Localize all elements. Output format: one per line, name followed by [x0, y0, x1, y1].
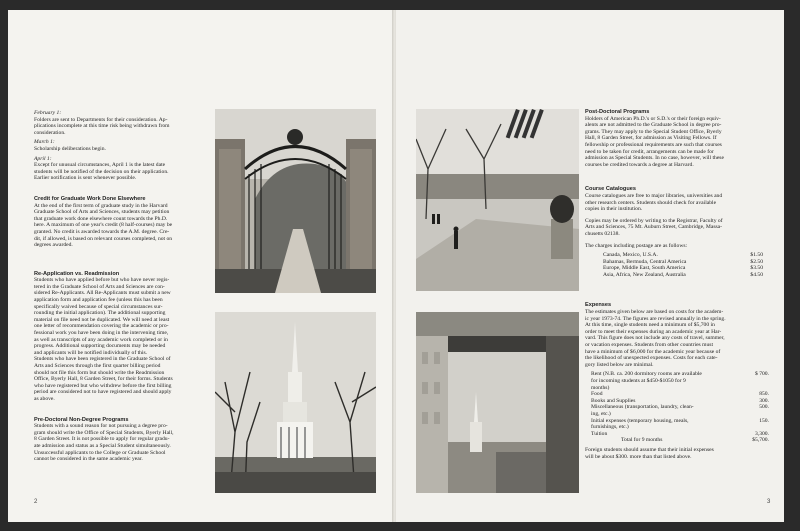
rate-region: Asia, Africa, New Zealand, Australia — [603, 271, 686, 278]
page-number-right: 3 — [767, 499, 771, 505]
schedule-text: Scholarship deliberations begin. — [34, 145, 106, 152]
harvard-yard-photo — [416, 109, 579, 291]
catalogue-rates-table — [585, 252, 769, 278]
window-view-photo — [416, 312, 579, 493]
catalogues-order: Copies may be ordered by writing to the Registrar, Faculty of Arts and Sciences, 75 Mt. Auburn Street, Cambridge, Massa- chusetts 02138. — [585, 217, 723, 237]
expense-label: Rent (N.B. ca. 200 dormitory rooms are available for incoming students at $450-$1050 for 9 months) — [591, 371, 702, 391]
expense-amount: 300. — [759, 397, 769, 404]
credit-heading: Credit for Graduate Work Done Elsewhere — [34, 195, 146, 202]
predoctoral-body: Students with a sound reason for not pursuing a degree pro- gram should write the Office of Special Students, Byerly Hall, 8 Garden Street. It is not possible to apply for regular gradu- ate admission and status as a Special Student simultaneously. Unsuccessful applicants to the College or Graduate School cannot be considered in the same academic year. — [34, 423, 174, 463]
rate-row — [585, 252, 769, 259]
rate-region: Bahamas, Bermuda, Central America — [603, 258, 687, 265]
rate-region: Europe, Middle East, South America — [603, 265, 686, 272]
memorial-church-photo — [215, 312, 376, 493]
expenses-heading: Expenses — [585, 302, 612, 309]
expense-row — [585, 371, 769, 391]
expense-label: Initial expenses (temporary housing, meals, furnishings, etc.) — [591, 417, 689, 431]
schedule-text: Except for unusual circumstances, April 1 is the latest date students will be notified of the decision on their application. Earlier notification is sent whenever possible. — [34, 162, 169, 182]
harvard-gate-photo — [215, 109, 376, 293]
rate-price: $2.50 — [750, 258, 763, 265]
expense-total-label: Total for 9 months — [621, 437, 663, 444]
catalogues-body: Course catalogues are free to major libraries, universities and other research centers. Students should check for available copies in their institution. — [585, 192, 723, 213]
right-page — [396, 10, 784, 522]
expense-row — [585, 391, 769, 398]
readmission-heading: Re-Application vs. Readmission — [34, 270, 120, 277]
expense-total-row — [585, 437, 769, 444]
credit-body: At the end of the first term of graduate study in the Harvard Graduate School of Arts and Sciences, students may petition that graduate work done elsewhere count towards the Ph.D. here. A maximum of one year's credit (8 half-courses) may be granted. No credit is awarded towards the A.M. degree. Cre- dit, if allowed, is based on relevant courses completed, not on degrees awarded. — [34, 202, 173, 249]
expense-label: Food — [591, 391, 603, 398]
left-text-column — [34, 107, 210, 463]
expense-amount: 3,300. — [755, 430, 769, 437]
expenses-body: The estimates given below are based on costs for the academ- ic year 1973-74. The figures are revised annually in the spring. At this time, single students need a minimum of $5,700 in order to meet their expenses during an academic year at Har- vard. This figure does not include any costs of travel, summer, or vacation expenses. Students from other countries must have a minimum of $6,000 for the academic year because of the likelihood of unexpected expenses. Costs for each cate- gory listed below are minimal. — [585, 309, 726, 368]
expense-label: Books and Supplies — [591, 397, 636, 404]
expenses-footer: Foreign students should assume that their initial expenses will be about $300. more than that listed above. — [585, 446, 714, 460]
postdoc-body: Holders of American Ph.D.'s or S.D.'s or their foreign equiv- alents are not admitted to the Graduate School in degree pro- grams. They may apply to the Special Student Office, Byerly Hall, 8 Garden Street, for admission as Visiting Fellows. If fellowship or professional requirements are such that courses need to be taken for credit, arrangements can be made for admission as Special Students. In no case, however, will these courses be credited towards a degree at Harvard. — [585, 115, 724, 168]
schedule-text: Folders are sent to Departments for their consideration. Ap- plications incomplete at this time risk being withdrawn from consideration. — [34, 116, 170, 136]
rate-price: $4.50 — [750, 271, 763, 278]
postdoc-heading: Post-Doctoral Programs — [585, 109, 650, 115]
expense-label: Miscellaneous (transportation, laundry, clean- ing, etc.) — [591, 404, 694, 417]
rate-region: Canada, Mexico, U.S.A. — [603, 252, 658, 259]
rate-price: $1.50 — [750, 252, 763, 259]
expense-amount: 850. — [759, 391, 769, 398]
expense-row — [585, 404, 769, 417]
expense-amount: 150. — [759, 417, 769, 424]
expense-amount: $ 700. — [755, 371, 769, 378]
expenses-table — [585, 371, 769, 444]
right-text-column — [585, 109, 769, 460]
left-page — [8, 10, 394, 522]
predoctoral-heading: Pre-Doctoral Non-Degree Programs — [34, 416, 129, 423]
rate-price: $3.50 — [750, 265, 763, 272]
rate-row — [585, 265, 769, 272]
rate-row — [585, 272, 769, 279]
catalogues-heading: Course Catalogues — [585, 186, 636, 193]
expense-row — [585, 431, 769, 438]
book-spread — [8, 10, 784, 522]
rate-row — [585, 259, 769, 266]
schedule-date: March 1: — [34, 139, 55, 146]
schedule-date: April 1: — [34, 155, 52, 162]
page-number-left: 2 — [34, 499, 38, 505]
catalogues-charges: The charges including postage are as follows: — [585, 242, 688, 249]
expense-total-amount: $5,700. — [752, 437, 769, 444]
readmission-body: Students who have applied before but who have never regis- tered in the Graduate School of Arts and Sciences are con- sidered Re-Applicants. All Re-Applicants must submit a new application form and application fee (unless this has been specifically waived because of special circumstances sur- rounding the initial application). The additional supporting material on file need not be duplicated. We will need at least one letter of recommendation covering the academic or pro- fessional work you have been doing in the intervening time, as well as transcripts of any academic work completed or in progress. Additional supporting documents may be needed and applicants will be notified individually of this. Students who have been registered in the Graduate School of Arts and Sciences through the first quarter billing period should not file this form but should write the Readmission Office, Byerly Hall, 8 Garden Street, for their forms. Students who have registered but who withdrew before the first billing period are considered not to have registered and should apply as above. — [34, 277, 173, 402]
expense-label: Tuition — [591, 430, 608, 437]
expense-amount: 500. — [759, 404, 769, 411]
schedule-date: February 1: — [34, 110, 62, 116]
expense-row — [585, 418, 769, 431]
